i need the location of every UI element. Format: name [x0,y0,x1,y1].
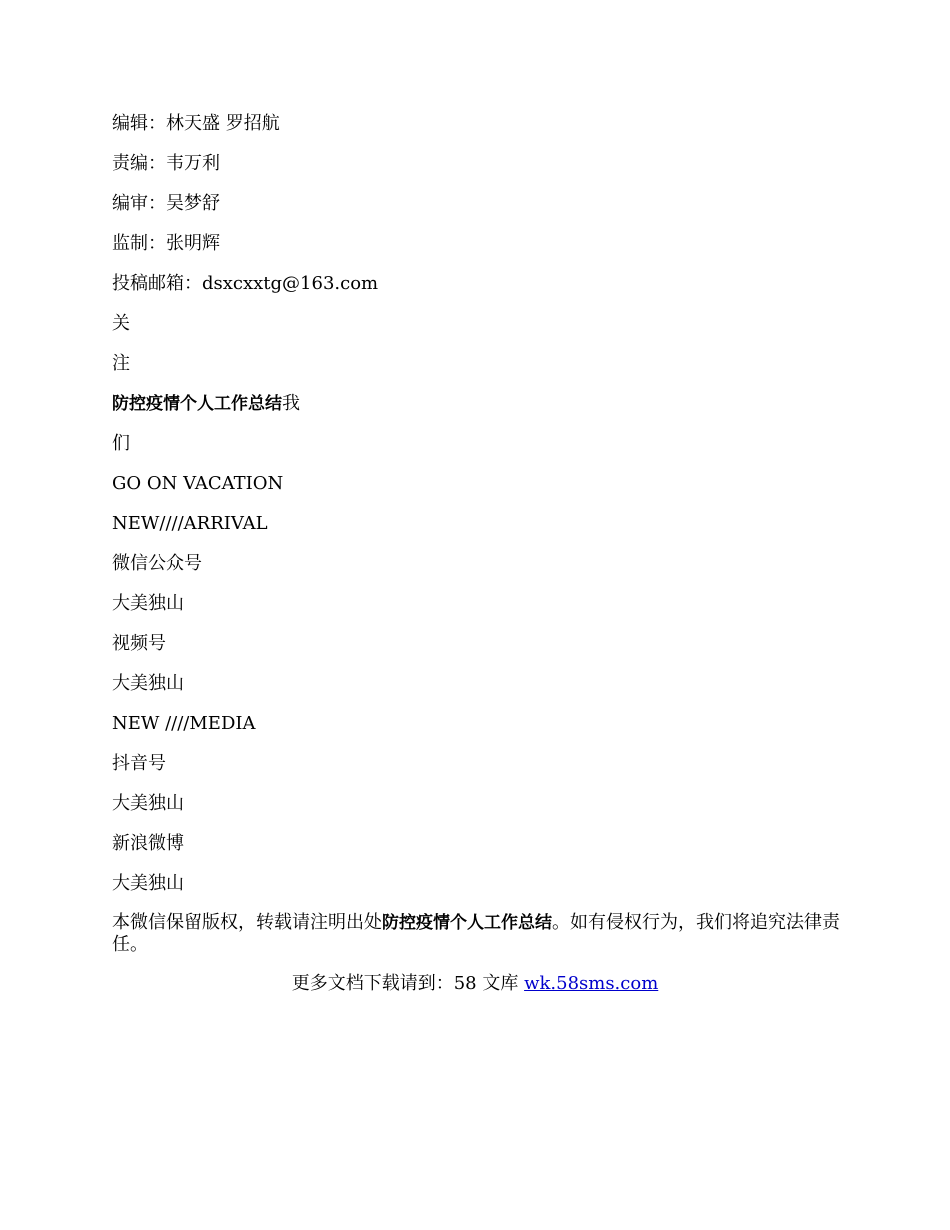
title-line [112,392,842,416]
douyin-account-name: 大美独山 [112,793,184,814]
download-footer [0,972,950,996]
email-address: dsxcxxtg@163.com [202,273,379,294]
wechat-label: 微信公众号 [112,553,202,574]
credit-label: 投稿邮箱： [112,273,202,294]
credit-supervisor [112,232,842,256]
follow-char-3: 们 [112,433,130,454]
credit-reviewer [112,192,842,216]
credit-submission-email [112,272,842,296]
copyright-notice [112,912,842,955]
credit-value: 林天盛 罗招航 [166,113,280,134]
document-title: 防控疫情个人工作总结 [112,394,282,414]
document-body [112,112,842,973]
follow-char-2: 注 [112,353,130,374]
wechat-account-name: 大美独山 [112,593,184,614]
credit-label: 责编： [112,153,166,174]
copyright-suffix: 。如有侵权行为，我们将追究法律责任。 [112,912,840,955]
footer-text: 更多文档下载请到：58 文库 [291,973,525,994]
new-arrival-text: NEW////ARRIVAL [112,513,268,534]
copyright-prefix: 本微信保留版权，转载请注明出处 [112,912,382,933]
title-suffix: 我 [282,393,300,414]
follow-char-1: 关 [112,313,130,334]
credit-value: 韦万利 [166,153,220,174]
go-on-vacation-text: GO ON VACATION [112,473,284,494]
credit-editor [112,112,842,136]
weibo-account-name: 大美独山 [112,873,184,894]
credit-label: 监制： [112,233,166,254]
new-media-text: NEW ////MEDIA [112,713,256,734]
footer-link[interactable]: wk.58sms.com [524,973,659,994]
douyin-label: 抖音号 [112,753,166,774]
video-account-name: 大美独山 [112,673,184,694]
credit-responsible-editor [112,152,842,176]
credit-value: 张明辉 [166,233,220,254]
credit-value: 吴梦舒 [166,193,220,214]
credit-label: 编辑： [112,113,166,134]
weibo-label: 新浪微博 [112,833,184,854]
video-label: 视频号 [112,633,166,654]
credit-label: 编审： [112,193,166,214]
copyright-title: 防控疫情个人工作总结 [382,913,552,933]
